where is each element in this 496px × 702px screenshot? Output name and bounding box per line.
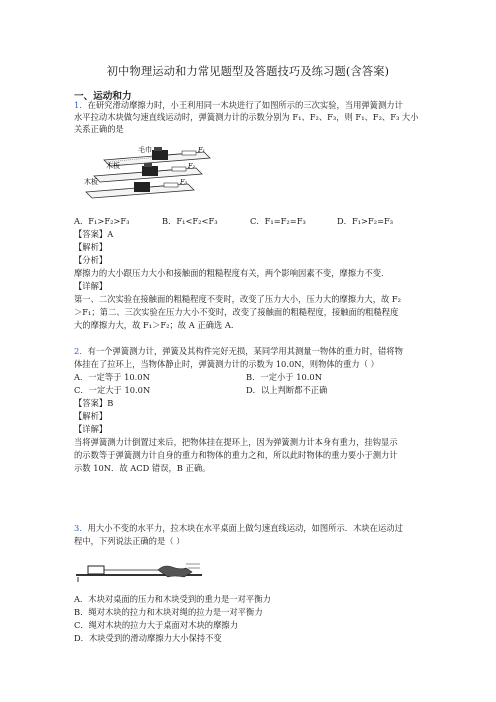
q1-option-b: B．F₁<F₂<F₃: [162, 216, 218, 226]
label-f2: F₂: [188, 162, 196, 170]
label-muban-2: 木板: [84, 178, 98, 186]
q2-detail-3: 示数 10N．故 ACD 错误，B 正确。: [74, 463, 211, 473]
q1-fenxi-tag: 【分析】: [74, 255, 108, 265]
q1-xiangjie-tag: 【详解】: [74, 281, 108, 291]
q2-option-a: A．一定等于 10.0N: [74, 372, 150, 382]
q2-line-1: 2．有一个弹簧测力计，弹簧及其构件完好无损，某同学用其测量一物体的重力时，错将物: [74, 346, 403, 356]
q3-number: 3．: [74, 523, 88, 533]
q1-option-a: A．F₁>F₂>F₃: [74, 216, 130, 226]
q3-option-d: D．木块受到的滑动摩擦力大小保持不变: [74, 633, 222, 643]
q2-number: 2．: [74, 346, 88, 356]
q1-number: 1．: [74, 100, 88, 110]
q3-option-b: B．绳对木块的拉力和木块对绳的拉力是一对平衡力: [74, 607, 263, 617]
label-maojin: 毛巾: [138, 146, 152, 154]
label-f3: F₃: [180, 178, 188, 186]
q2-line-2: 体挂在了拉环上，当物体静止时，弹簧测力计的示数为 10.0N，则物体的重力（ ）: [74, 359, 379, 369]
q1-line-1: 1．在研究滑动摩擦力时，小王利用同一木块进行了如图所示的三次实验，当用弹簧测力计: [74, 100, 403, 110]
q2-answer: 【答案】B: [74, 398, 114, 408]
q1-line-3: 关系正确的是: [74, 124, 124, 134]
q3-option-a: A．木块对桌面的压力和木块受到的重力是一对平衡力: [74, 594, 271, 604]
q2-detail-1: 当将弹簧测力计倒置过来后，把物体挂在提环上，因为弹簧测力计本身有重力，挂钩显示: [74, 437, 398, 447]
q2-option-b: B．一定小于 10.0N: [246, 372, 322, 382]
q3-pulling-block-figure: [76, 560, 202, 582]
q1-analysis: 摩擦力的大小跟压力大小和接触面的粗糙程度有关，两个影响因素不变，摩擦力不变.: [74, 268, 384, 278]
label-muban-1: 木板: [106, 162, 120, 170]
q1-jiexi-tag: 【解析】: [74, 242, 108, 252]
q1-option-c: C．F₁=F₂=F₃: [250, 216, 306, 226]
q1-detail-3: 大的摩擦力大，故 F₁＞F₂；故 A 正确选 A.: [74, 320, 234, 330]
q1-option-d: D．F₁>F₂=F₃: [337, 216, 394, 226]
q1-detail-2: ＞F₁；第二、三次实验在压力大小不变时，改变了接触面的粗糙程度，接触面的粗糙程度: [74, 307, 399, 317]
q3-line-1: 3．用大小不变的水平力，拉木块在水平桌面上做匀速直线运动，如图所示．木块在运动过: [74, 523, 403, 533]
q3-option-c: C．绳对木块的拉力大于桌面对木块的摩擦力: [74, 620, 238, 630]
q3-line-2: 程中，下列说法正确的是（ ）: [74, 536, 185, 546]
q2-option-c: C．一定大于 10.0N: [74, 385, 151, 395]
q2-detail-2: 的示数等于弹簧测力计自身的重力和物体的重力之和，所以此时物体的重力要小于测力计: [74, 450, 398, 460]
q1-answer: 【答案】A: [74, 229, 114, 239]
document-title: 初中物理运动和力常见题型及答题技巧及练习题(含答案): [106, 65, 390, 78]
q2-option-d: D．以上判断都不正确: [246, 385, 328, 395]
q2-jiexi-tag: 【解析】: [74, 411, 108, 421]
q1-detail-1: 第一、二次实验在接触面的粗糙程度不变时，改变了压力大小，压力大的摩擦力大，故 F₂: [74, 294, 402, 304]
section-heading: 一、运动和力: [74, 91, 132, 102]
label-f1: F₁: [198, 146, 206, 154]
q1-line-2: 水平拉动木块做匀速直线运动时，弹簧测力计的示数分别为 F₁、F₂、F₃，则 F₁、F₂、F₃ 大小: [74, 112, 419, 122]
q2-xiangjie-tag: 【详解】: [74, 424, 108, 434]
q1-experiment-figure: [84, 144, 214, 206]
